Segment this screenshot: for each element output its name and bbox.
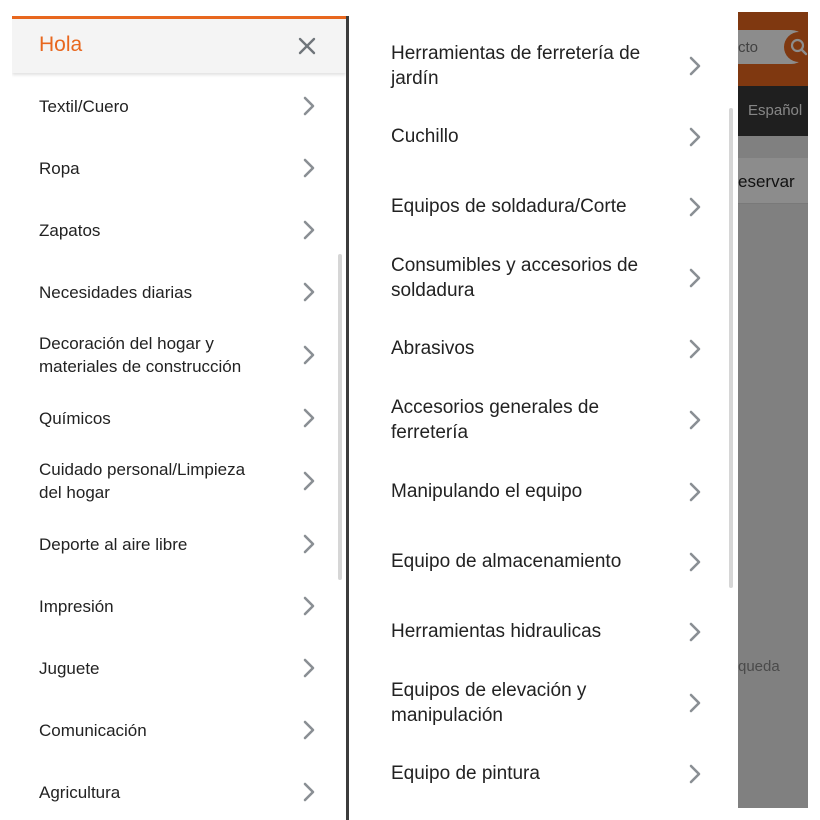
chevron-right-icon [688,481,702,503]
subcategory-item[interactable] [361,740,737,808]
category-item-label: Textil/Cuero [39,97,129,116]
subcategory-item-label: Accesorios generales de ferretería [391,397,600,443]
right-edge [808,12,820,808]
chevron-right-icon [302,533,316,555]
subcategory-item[interactable] [361,244,737,312]
category-item-label: Impresión [39,597,114,616]
subcategory-item-label: Herramientas hidraulicas [391,621,602,642]
background-reservar-label: eservar [738,172,795,191]
category-item[interactable] [12,138,346,198]
chevron-right-icon [302,719,316,741]
subcategory-item[interactable] [361,173,737,241]
subcategory-item[interactable] [361,103,737,171]
subcategory-item-label: Equipos de elevación y manipulación [391,680,587,726]
background-app [738,12,808,808]
close-icon[interactable] [296,35,318,57]
category-drawer [12,16,346,820]
background-search-placeholder: cto [738,39,759,56]
chevron-right-icon [688,692,702,714]
chevron-right-icon [302,407,316,429]
subcategory-item-label: Equipos de soldadura/Corte [391,196,627,217]
chevron-right-icon [688,55,702,77]
subcategory-item[interactable] [361,32,737,100]
chevron-right-icon [688,409,702,431]
gap-strip [349,12,361,820]
chevron-right-icon [688,196,702,218]
chevron-right-icon [688,621,702,643]
category-item[interactable] [12,451,346,511]
category-item[interactable] [12,638,346,698]
chevron-right-icon [302,219,316,241]
right-scrollbar[interactable] [729,108,733,588]
category-item[interactable] [12,200,346,260]
category-item-label: Juguete [39,659,100,678]
left-scrollbar[interactable] [338,254,342,580]
chevron-right-icon [302,95,316,117]
category-item-label: Decoración del hogar y materiales de construcción [39,334,242,376]
category-item-label: Agricultura [39,783,121,802]
category-item-label: Deporte al aire libre [39,535,188,554]
subcategory-item-label: Consumibles y accesorios de soldadura [391,255,639,301]
greeting-title: Hola [39,33,83,56]
chevron-right-icon [688,126,702,148]
chevron-right-icon [302,657,316,679]
subcategory-item[interactable] [361,669,737,737]
chevron-right-icon [302,344,316,366]
category-item[interactable] [12,762,346,820]
subcategory-item[interactable] [361,458,737,526]
subcategory-item[interactable] [361,528,737,596]
category-item[interactable] [12,325,346,385]
category-item-label: Zapatos [39,221,101,240]
category-item-label: Comunicación [39,721,147,740]
subcategory-item-label: Herramientas de ferretería de jardín [391,43,641,89]
category-item[interactable] [12,576,346,636]
chevron-right-icon [302,595,316,617]
subcategory-item-label: Equipo de almacenamiento [391,551,622,572]
category-item[interactable] [12,262,346,322]
subcategory-item-label: Abrasivos [391,338,475,359]
category-item[interactable] [12,700,346,760]
chevron-right-icon [688,267,702,289]
subcategory-item-label: Manipulando el equipo [391,481,583,502]
chevron-right-icon [302,470,316,492]
subcategory-item-label: Equipo de pintura [391,763,540,784]
dim-overlay[interactable] [738,12,808,808]
subcategory-item-label: Cuchillo [391,126,459,147]
drawer-header [12,19,346,73]
background-language-label: Español [748,102,803,119]
category-item-label: Químicos [39,409,111,428]
chevron-right-icon [688,551,702,573]
chevron-right-icon [688,338,702,360]
category-item[interactable] [12,76,346,136]
chevron-right-icon [688,763,702,785]
category-item[interactable] [12,514,346,574]
background-busqueda-label: queda [738,658,780,675]
subcategory-drawer [361,12,737,808]
chevron-right-icon [302,281,316,303]
subcategory-item[interactable] [361,315,737,383]
chevron-right-icon [302,157,316,179]
category-item[interactable] [12,388,346,448]
category-item-label: Ropa [39,159,80,178]
category-item-label: Necesidades diarias [39,283,193,302]
chevron-right-icon [302,781,316,803]
subcategory-item[interactable] [361,598,737,666]
category-item-label: Cuidado personal/Limpieza del hogar [39,460,246,502]
subcategory-item[interactable] [361,386,737,454]
